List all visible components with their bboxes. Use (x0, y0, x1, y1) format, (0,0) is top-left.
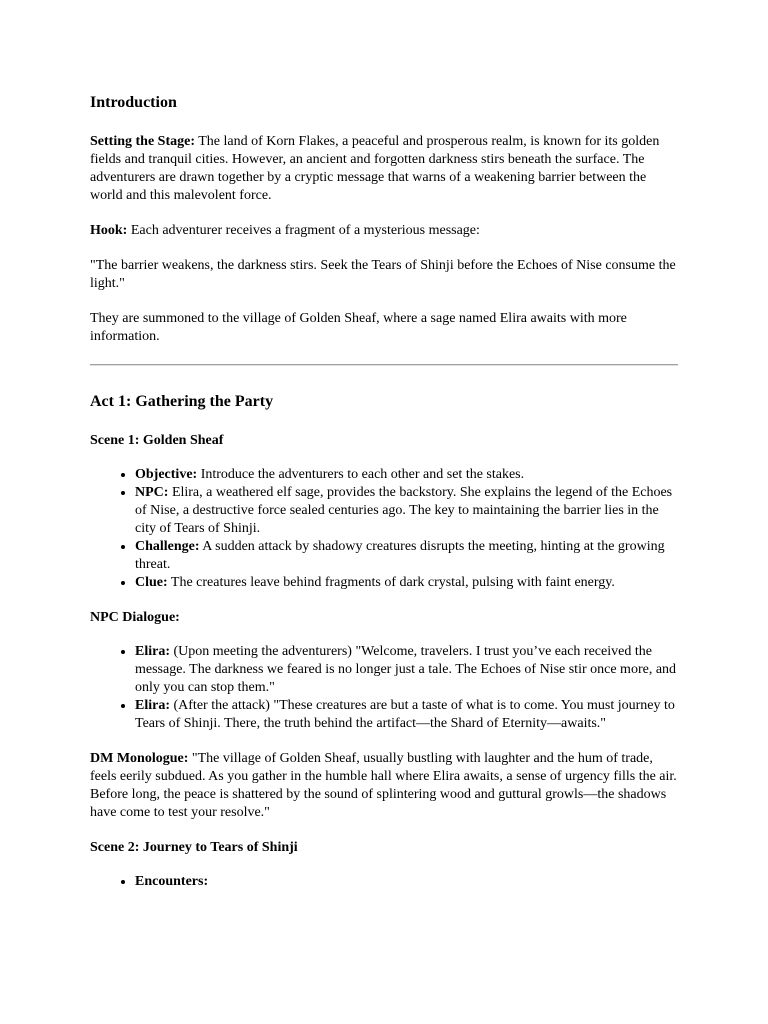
objective-label: Objective: (135, 467, 198, 482)
challenge-label: Challenge: (135, 539, 200, 554)
npc-dialogue-list (90, 643, 678, 733)
introduction-heading: Introduction (90, 94, 177, 111)
hook-label: Hook: (90, 223, 128, 238)
challenge-text: A sudden attack by shadowy creatures disrupts the meeting, hinting at the growing threat. (135, 539, 665, 572)
list-item (135, 466, 678, 484)
hook-paragraph (90, 222, 678, 240)
npc-label: NPC: (135, 485, 169, 500)
summon-paragraph: They are summoned to the village of Golden Sheaf, where a sage named Elira awaits with more information. (90, 311, 627, 344)
list-item (135, 484, 678, 538)
scene2-list (90, 873, 678, 891)
setting-label: Setting the Stage: (90, 134, 195, 149)
setting-text: The land of Korn Flakes, a peaceful and prosperous realm, is known for its golden fields and tranquil cities. However, an ancient and forgotten darkness stirs beneath the surface. The adventurers are drawn together by a cryptic message that warns of a weakening barrier between the world and this malevolent force. (90, 134, 660, 203)
list-item (135, 697, 678, 733)
hook-text: Each adventurer receives a fragment of a mysterious message: (127, 223, 480, 238)
encounters-label: Encounters: (135, 874, 209, 889)
dialogue-text: (After the attack) "These creatures are but a taste of what is to come. You must journey to Tears of Shinji. There, the truth behind the artifact—the Shard of Eternity—awaits." (135, 698, 675, 731)
speaker-label: Elira: (135, 698, 170, 713)
message-quote: "The barrier weakens, the darkness stirs. Seek the Tears of Shinji before the Echoes of Nise consume the light." (90, 258, 676, 291)
dialogue-text: (Upon meeting the adventurers) "Welcome, travelers. I trust you’ve each received the message. The darkness we feared is no longer just a tale. The Echoes of Nise stir once more, and only you can stop them." (135, 644, 677, 695)
list-item (135, 538, 678, 574)
speaker-label: Elira: (135, 644, 170, 659)
clue-label: Clue: (135, 575, 168, 590)
scene1-list (90, 466, 678, 592)
setting-paragraph (90, 133, 678, 205)
dm-monologue-text: "The village of Golden Sheaf, usually bustling with laughter and the hum of trade, feels eerily subdued. As you gather in the humble hall where Elira awaits, a sense of urgency fills the air. Before long, the peace is shattered by the sound of splintering wood and guttural growls—the shadows have come to test your resolve." (90, 751, 677, 820)
scene1-heading: Scene 1: Golden Sheaf (90, 433, 224, 448)
list-item (135, 873, 678, 891)
dm-monologue-paragraph (90, 750, 678, 822)
dm-monologue-label: DM Monologue: (90, 751, 189, 766)
act1-heading: Act 1: Gathering the Party (90, 393, 274, 410)
objective-text: Introduce the adventurers to each other and set the stakes. (197, 467, 525, 482)
section-divider (90, 364, 678, 366)
list-item (135, 643, 678, 697)
npc-dialogue-heading: NPC Dialogue: (90, 610, 180, 625)
npc-text: Elira, a weathered elf sage, provides the backstory. She explains the legend of the Echoes of Nise, a destructive force sealed centuries ago. The key to maintaining the barrier lies in the city of Tears of Shinji. (135, 485, 673, 536)
scene2-heading: Scene 2: Journey to Tears of Shinji (90, 840, 298, 855)
list-item (135, 574, 678, 592)
clue-text: The creatures leave behind fragments of dark crystal, pulsing with faint energy. (167, 575, 615, 590)
